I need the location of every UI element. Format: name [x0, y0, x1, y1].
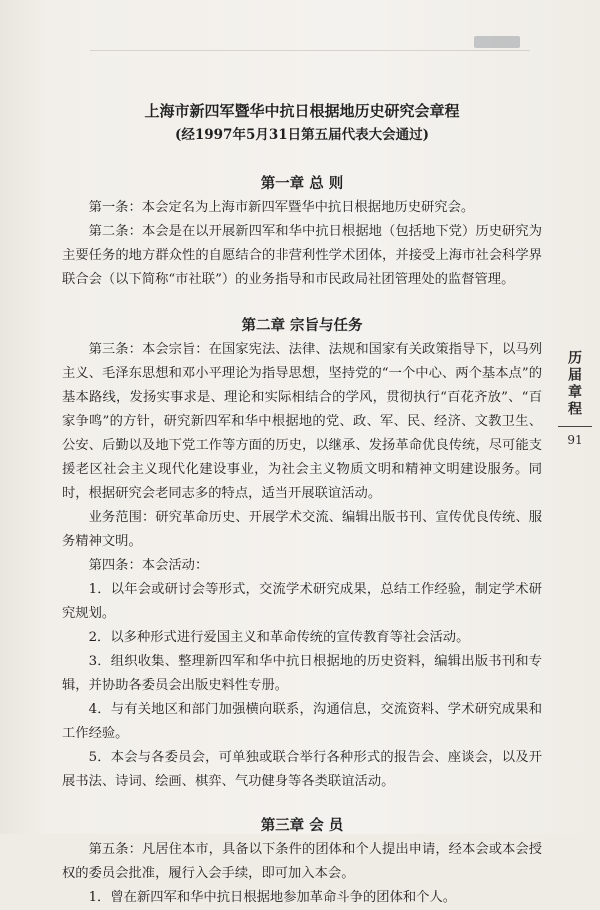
activity-item-3: 3．组织收集、整理新四军和华中抗日根据地的历史资料，编辑出版书刊和专辑，并协助各委员会出版史料性专册。 [62, 654, 542, 693]
activity-item-4: 4．与有关地区和部门加强横向联系，沟通信息，交流资料、学术研究成果和工作经验。 [62, 702, 542, 741]
activity-item-2: 2．以多种形式进行爱国主义和革命传统的宣传教育等社会活动。 [88, 630, 470, 645]
article-3: 第三条：本会宗旨：在国家宪法、法律、法规和国家有关政策指导下，以马列主义、毛泽东思想和邓小平理论为指导思想，坚持党的“一个中心、两个基本点”的基本路线，发扬实事求是、理论和实际相结合的学风，贯彻执行“百花齐放”、“百家争鸣”的方针，研究新四军和华中根据地的党、政、军、民、经济、文教卫生、公安、后勤以及地下党工作等方面的历史，以继承、发扬革命优良传统，尽可能支援老区社会主义现代化建设事业，为社会主义物质文明和精神文明建设服务。同时，根据研究会老同志多的特点，适当开展联谊活动。 [62, 342, 542, 501]
document-title: 上海市新四军暨华中抗日根据地历史研究会章程 [144, 102, 460, 120]
activity-item-1: 1．以年会或研讨会等形式，交流学术研究成果，总结工作经验，制定学术研究规划。 [62, 582, 542, 621]
article-1: 第一条：本会定名为上海市新四军暨华中抗日根据地历史研究会。 [88, 200, 475, 215]
activity-item-5: 5．本会与各委员会，可单独或联合举行各种形式的报告会、座谈会，以及开展书法、诗词、绘画、棋弈、气功健身等各类联谊活动。 [62, 750, 542, 789]
chapter-2-heading: 第二章 宗旨与任务 [241, 317, 363, 334]
faded-running-header [90, 34, 530, 51]
side-divider [558, 426, 592, 427]
chapter-3-heading: 第三章 会 员 [260, 817, 344, 834]
faded-header-logo [474, 36, 520, 48]
business-scope: 业务范围：研究革命历史、开展学术交流、编辑出版书刊、宣传优良传统、服务精神文明。 [62, 510, 542, 549]
article-2: 第二条：本会是在以开展新四军和华中抗日根据地（包括地下党）历史研究为主要任务的地方群众性的自愿结合的非营利性学术团体，并接受上海市社会科学界联合会（以下简称“市社联”）的业务指导和市民政局社团管理处的监督管理。 [62, 224, 542, 287]
article-5: 第五条：凡居住本市，具备以下条件的团体和个人提出申请，经本会或本会授权的委员会批准，履行入会手续，即可加入本会。 [62, 842, 542, 881]
membership-item-1: 1．曾在新四军和华中抗日根据地参加革命斗争的团体和个人。 [88, 890, 457, 905]
page-number: 91 [567, 433, 583, 447]
side-margin [558, 350, 598, 447]
document-body [62, 100, 542, 910]
article-4: 第四条：本会活动： [88, 558, 209, 573]
chapter-1-heading: 第一章 总 则 [260, 175, 344, 192]
section-label: 历届章程 [566, 350, 582, 418]
document-subtitle: (经1997年5月31日第五届代表大会通过) [174, 127, 430, 143]
